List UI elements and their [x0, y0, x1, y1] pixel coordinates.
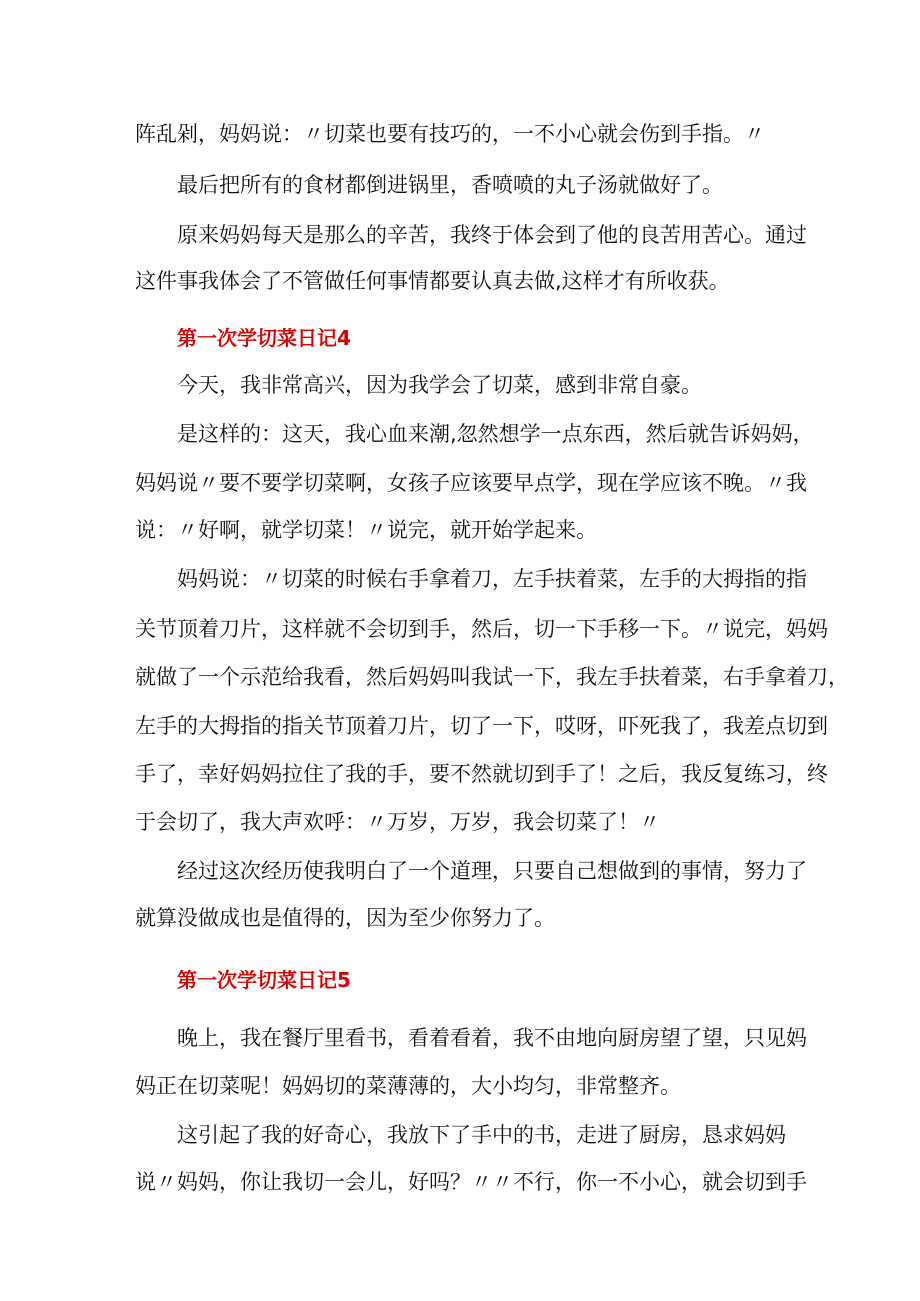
paragraph-line: 妈正在切菜呢！妈妈切的菜薄薄的，大小均匀，非常整齐。 — [135, 1074, 681, 1098]
paragraph-line: 这引起了我的好奇心，我放下了手中的书，走进了厨房，恳求妈妈 — [177, 1123, 786, 1147]
paragraph-line: 阵乱剁，妈妈说：〃切菜也要有技巧的，一不小心就会伤到手指。〃 — [135, 122, 765, 146]
paragraph-line: 经过这次经历使我明白了一个道理，只要自己想做到的事情，努力了 — [177, 859, 807, 883]
paragraph-line: 这件事我体会了不管做任何事情都要认真去做,这样才有所收获。 — [135, 269, 730, 293]
paragraph-line: 妈妈说〃要不要学切菜啊，女孩子应该要早点学，现在学应该不晚。〃我 — [135, 471, 807, 495]
paragraph-line: 就做了一个示范给我看，然后妈妈叫我试一下，我左手扶着菜，右手拿着刀， — [135, 665, 849, 689]
paragraph-line: 说：〃好啊，就学切菜！〃说完，就开始学起来。 — [135, 518, 597, 542]
paragraph-line: 于会切了，我大声欢呼：〃万岁，万岁，我会切菜了！〃 — [135, 810, 660, 834]
paragraph-line: 最后把所有的食材都倒进锅里，香喷喷的丸子汤就做好了。 — [177, 173, 723, 197]
paragraph-line: 说〃妈妈，你让我切一会儿，好吗？〃〃不行，你一不小心，就会切到手 — [135, 1170, 807, 1194]
paragraph-line: 关节顶着刀片，这样就不会切到手，然后，切一下手移一下。〃说完，妈妈 — [135, 617, 828, 641]
paragraph-line: 就算没做成也是值得的，因为至少你努力了。 — [135, 906, 555, 930]
paragraph-line: 左手的大拇指的指关节顶着刀片，切了一下，哎呀，吓死我了，我差点切到 — [135, 714, 828, 738]
section-heading: 第一次学切菜日记4 — [177, 326, 351, 350]
paragraph-line: 原来妈妈每天是那么的辛苦，我终于体会到了他的良苦用苦心。通过 — [177, 223, 807, 247]
paragraph-line: 是这样的：这天，我心血来潮,忽然想学一点东西，然后就告诉妈妈， — [177, 422, 814, 446]
paragraph-line: 妈妈说：〃切菜的时候右手拿着刀，左手扶着菜，左手的大拇指的指 — [177, 567, 807, 591]
paragraph-line: 今天，我非常高兴，因为我学会了切菜，感到非常自豪。 — [177, 373, 702, 397]
paragraph-line: 手了，幸好妈妈拉住了我的手，要不然就切到手了！之后，我反复练习，终 — [135, 762, 828, 786]
section-heading: 第一次学切菜日记5 — [177, 968, 351, 992]
paragraph-line: 晚上，我在餐厅里看书，看着看着，我不由地向厨房望了望，只见妈 — [177, 1026, 807, 1050]
